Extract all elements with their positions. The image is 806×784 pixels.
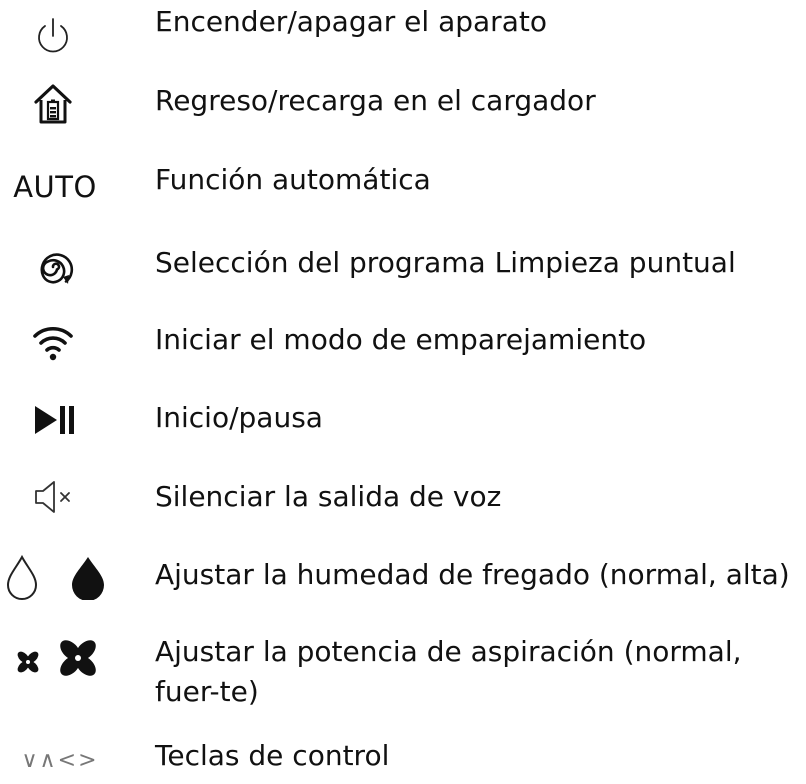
- home-charging-icon: [30, 80, 76, 128]
- arrow-keys-icon-text: ∨∧<>: [21, 747, 99, 773]
- auto-icon: [0, 166, 110, 208]
- legend-label-keys: Teclas de control: [155, 739, 390, 772]
- auto-icon-text: AUTO: [13, 170, 97, 204]
- play-pause-icon: [30, 400, 80, 440]
- legend-label-wifi: Iniciar el modo de emparejamiento: [155, 323, 647, 356]
- mute-icon: [30, 476, 80, 518]
- arrow-keys-icon: [0, 742, 120, 778]
- legend-label-power: Encender/apagar el aparato: [155, 5, 547, 38]
- spiral-icon: [31, 244, 77, 290]
- legend-label-fan: Ajustar la potencia de aspiración (normal, fuer-te): [155, 635, 742, 708]
- legend-label-spiral: Selección del programa Limpieza puntual: [155, 246, 736, 279]
- power-icon: [30, 14, 76, 60]
- legend-label-home: Regreso/recarga en el cargador: [155, 84, 596, 117]
- legend-label-auto: Función automática: [155, 163, 431, 196]
- water-drop-icon: [2, 552, 110, 602]
- legend-label-mute: Silenciar la salida de voz: [155, 480, 502, 513]
- wifi-icon: [30, 320, 76, 364]
- legend-label-play-pause: Inicio/pausa: [155, 401, 323, 434]
- fan-icon: [6, 634, 114, 682]
- legend-label-water: Ajustar la humedad de fregado (normal, alta): [155, 558, 790, 591]
